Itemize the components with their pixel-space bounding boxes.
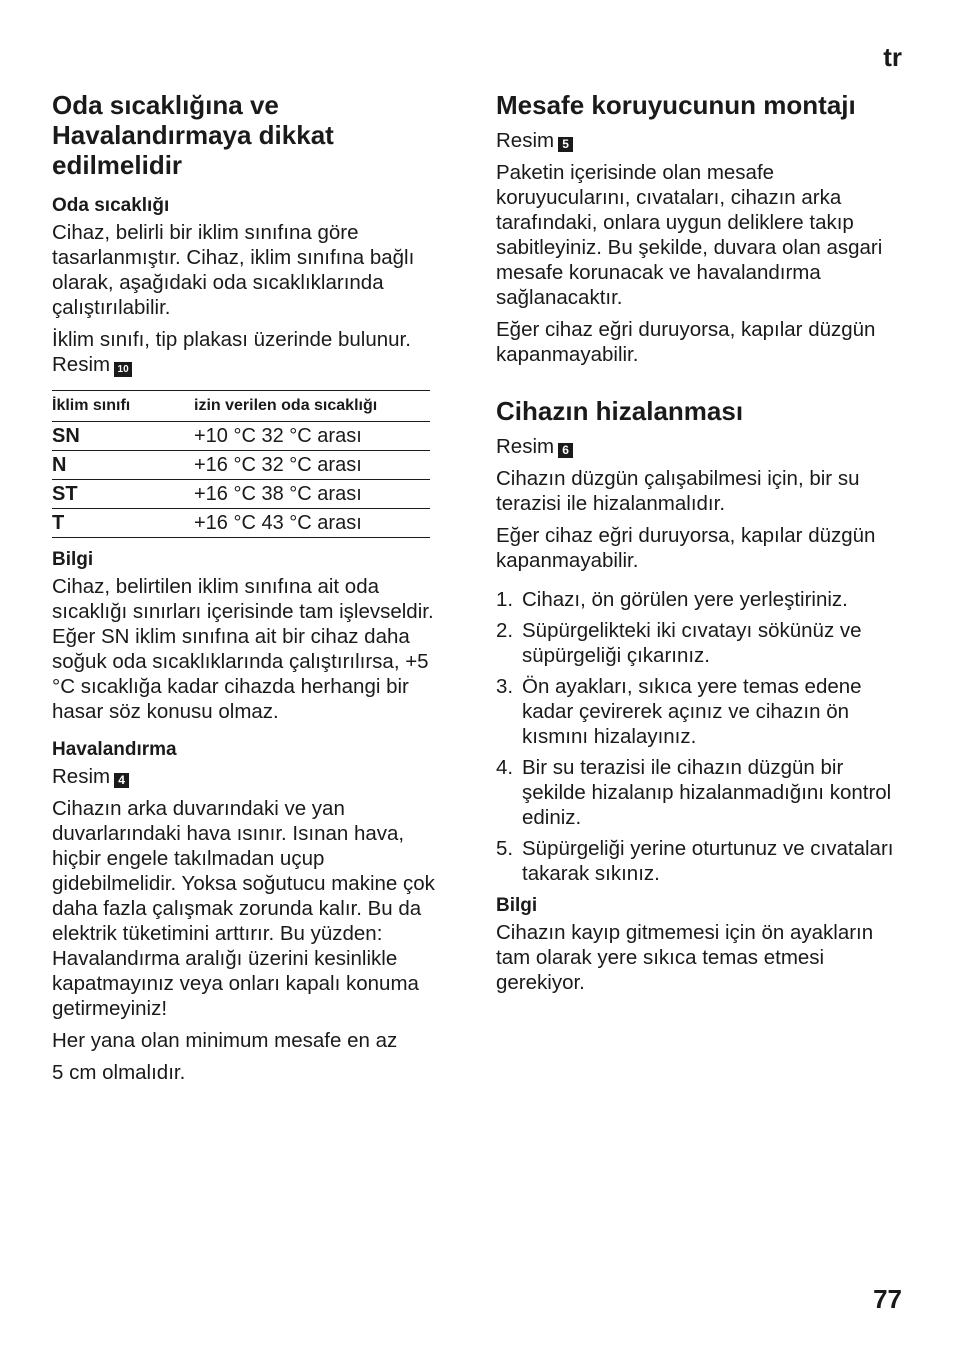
table-header-temperature: izin verilen oda sıcaklığı bbox=[194, 391, 430, 422]
levelling-steps-list bbox=[496, 587, 906, 886]
levelling-paragraph: Cihazın düzgün çalışabilmesi için, bir su terazisi ile hizalanmalıdır. bbox=[496, 467, 860, 515]
temperature-range-cell: +16 °C 32 °C arası bbox=[194, 451, 430, 480]
temperature-range-cell: +16 °C 43 °C arası bbox=[194, 509, 430, 538]
table-row bbox=[52, 509, 430, 538]
figure-reference bbox=[52, 764, 452, 789]
step-number: 2. bbox=[496, 619, 514, 642]
climate-class-cell: SN bbox=[52, 422, 194, 451]
step-text: Bir su terazisi ile cihazın düzgün bir şekilde hizalanıp hizalanmadığını kontrol ediniz. bbox=[522, 756, 892, 829]
section-title-spacer-mounting: Mesafe koruyucunun montajı bbox=[496, 90, 856, 120]
step-number: 3. bbox=[496, 675, 514, 698]
levelling-warning: Eğer cihaz eğri duruyorsa, kapılar düzgün kapanmayabilir. bbox=[496, 524, 876, 572]
step-text: Ön ayakları, sıkıca yere temas edene kadar çevirerek açınız ve cihazın ön kısmını hizalayınız. bbox=[522, 675, 862, 748]
climate-class-cell: N bbox=[52, 451, 194, 480]
table-header-row bbox=[52, 391, 430, 422]
spacer-warning: Eğer cihaz eğri duruyorsa, kapılar düzgün kapanmayabilir. bbox=[496, 318, 876, 366]
info-paragraph: Cihazın kayıp gitmemesi için ön ayakların tam olarak yere sıkıca temas etmesi gerekiyor. bbox=[496, 921, 874, 994]
subheading-room-temperature: Oda sıcaklığı bbox=[52, 195, 170, 216]
table-row bbox=[52, 451, 430, 480]
spacer-paragraph: Paketin içerisinde olan mesafe koruyucularını, cıvataları, cihazın arka tarafındaki, onlara uygun deliklere takıp sabitleyiniz. Bu şekilde, duvara olan asgari mesafe korunacak ve havalandırma sağlanacaktır. bbox=[496, 161, 883, 309]
figure-ref-badge: 6 bbox=[558, 443, 573, 458]
figure-ref-badge: 5 bbox=[558, 137, 573, 152]
figure-ref-badge: 10 bbox=[114, 362, 132, 377]
section-title-room-ventilation: Oda sıcaklığına ve Havalandırmaya dikkat edilmelidir bbox=[52, 90, 334, 180]
figure-label: Resim bbox=[496, 129, 555, 152]
page-number: 77 bbox=[873, 1284, 902, 1314]
figure-label: Resim bbox=[496, 435, 555, 458]
section-title-levelling: Cihazın hizalanması bbox=[496, 396, 744, 426]
figure-label: Resim bbox=[52, 765, 111, 788]
list-item bbox=[496, 674, 906, 749]
table-row bbox=[52, 480, 430, 509]
list-item bbox=[496, 587, 906, 612]
minimum-distance-value: 5 cm olmalıdır. bbox=[52, 1061, 186, 1084]
step-text: Süpürgelikteki iki cıvatayı sökünüz ve süpürgeliği çıkarınız. bbox=[522, 619, 862, 667]
climate-class-note bbox=[52, 327, 452, 377]
temperature-range-cell: +10 °C 32 °C arası bbox=[194, 422, 430, 451]
ventilation-paragraph: Cihazın arka duvarındaki ve yan duvarlarındaki hava ısınır. Isınan hava, hiçbir engele takılmadan uçup gidebilmelidir. Yoksa soğutucu makine çok daha fazla çalışmak zorunda kalır. Bu da elektrik tüketimini arttırır. Bu yüzden: Havalandırma aralığı üzerini kesinlikle kapatmayınız veya onları kapalı konuma getirmeyiniz! bbox=[52, 797, 435, 1020]
climate-class-cell: T bbox=[52, 509, 194, 538]
list-item bbox=[496, 755, 906, 830]
subheading-info: Bilgi bbox=[52, 549, 94, 570]
subheading-ventilation: Havalandırma bbox=[52, 739, 177, 760]
figure-reference bbox=[496, 128, 906, 153]
step-text: Süpürgeliği yerine oturtunuz ve cıvataları takarak sıkınız. bbox=[522, 837, 894, 885]
temperature-range-cell: +16 °C 38 °C arası bbox=[194, 480, 430, 509]
minimum-distance-text: Her yana olan minimum mesafe en az bbox=[52, 1029, 398, 1052]
room-temp-paragraph: Cihaz, belirli bir iklim sınıfına göre tasarlanmıştır. Cihaz, iklim sınıfına bağlı olarak, aşağıdaki oda sıcaklıklarında çalıştırılabilir. bbox=[52, 221, 415, 319]
step-text: Cihazı, ön görülen yere yerleştiriniz. bbox=[522, 588, 848, 611]
table-row bbox=[52, 422, 430, 451]
left-column bbox=[52, 90, 452, 1092]
figure-reference bbox=[496, 434, 906, 459]
step-number: 4. bbox=[496, 756, 514, 779]
climate-class-cell: ST bbox=[52, 480, 194, 509]
climate-class-table bbox=[52, 390, 430, 538]
list-item bbox=[496, 618, 906, 668]
climate-class-note-text: İklim sınıfı, tip plakası üzerinde bulunur. Resim bbox=[52, 328, 411, 376]
figure-ref-badge: 4 bbox=[114, 773, 129, 788]
section-gap bbox=[496, 374, 906, 396]
list-item bbox=[496, 836, 906, 886]
subheading-info: Bilgi bbox=[496, 895, 538, 916]
right-column bbox=[496, 90, 906, 1002]
step-number: 5. bbox=[496, 837, 514, 860]
table-header-class: İklim sınıfı bbox=[52, 391, 194, 422]
step-number: 1. bbox=[496, 588, 514, 611]
language-tag: tr bbox=[883, 42, 902, 72]
info-paragraph: Cihaz, belirtilen iklim sınıfına ait oda sıcaklığı sınırları içerisinde tam işlevseldir. Eğer SN iklim sınıfına ait bir cihaz daha soğuk oda sıcaklıklarında çalıştırılırsa, +5 °C sıcaklığa kadar cihazda herhangi bir hasar söz konusu olmaz. bbox=[52, 575, 434, 723]
